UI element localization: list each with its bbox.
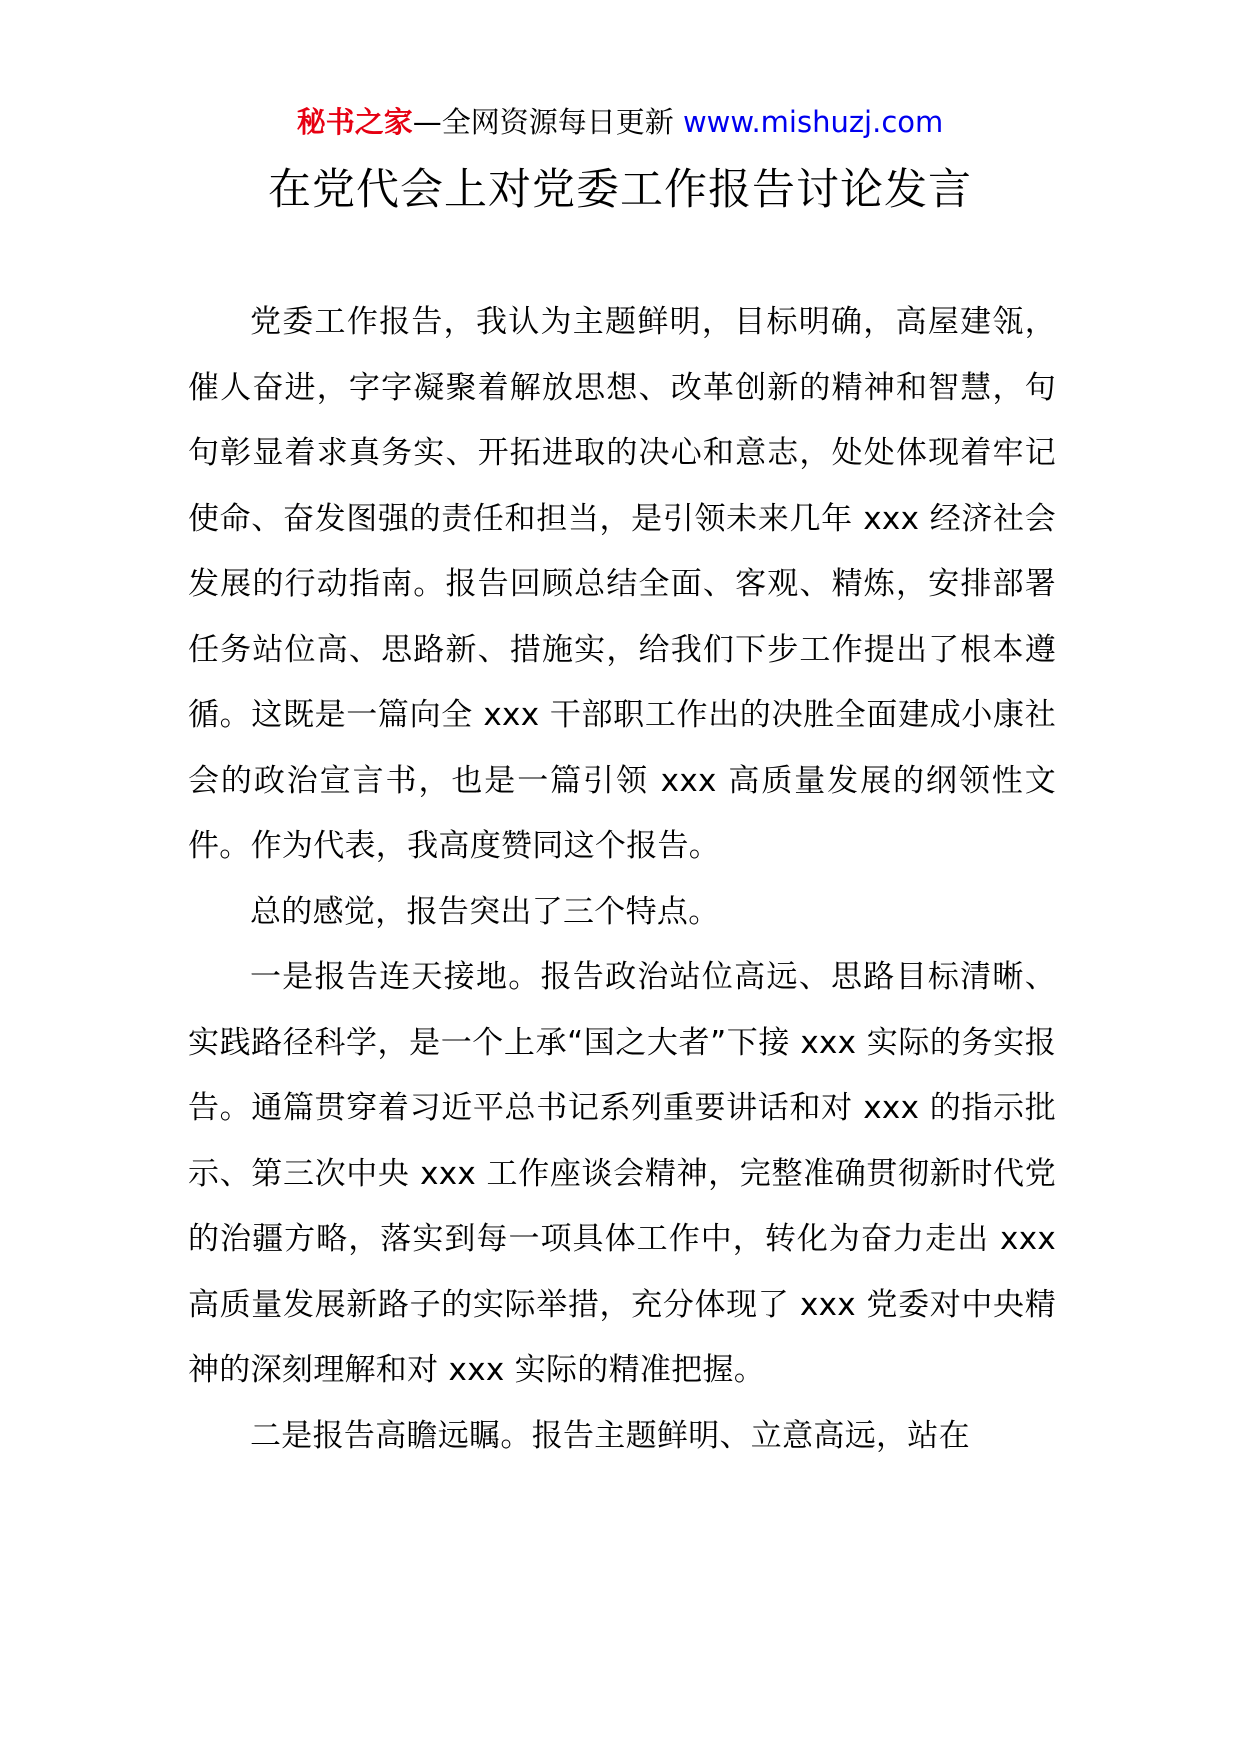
document-body — [188, 290, 1056, 1469]
paragraph-intro: 党委工作报告，我认为主题鲜明，目标明确，高屋建瓴，催人奋进，字字凝聚着解放思想、改革创新的精神和智慧，句句彰显着求真务实、开拓进取的决心和意志，处处体现着牢记使命、奋发图强的责任和担当，是引领未来几年 xxx 经济社会发展的行动指南。报告回顾总结全面、客观、精炼，安排部署任务站位高、思路新、措施实，给我们下步工作提出了根本遵循。这既是一篇向全 xxx 干部职工作出的决胜全面建成小康社会的政治宣言书，也是一篇引领 xxx 高质量发展的纲领性文件。作为代表，我高度赞同这个报告。 — [188, 304, 1056, 864]
paragraph-point-one: 一是报告连天接地。报告政治站位高远、思路目标清晰、实践路径科学，是一个上承“国之大者”下接 xxx 实际的务实报告。通篇贯穿着习近平总书记系列重要讲话和对 xxx 的指示批示、第三次中央 xxx 工作座谈会精神，完整准确贯彻新时代党的治疆方略，落实到每一项具体工作中，转化为奋力走出 xxx 高质量发展新路子的实际举措，充分体现了 xxx 党委对中央精神的深刻理解和对 xxx 实际的精准把握。 — [188, 959, 1056, 1388]
paragraph-point-two: 二是报告高瞻远瞩。报告主题鲜明、立意高远，站在 — [250, 1417, 970, 1454]
site-url-link[interactable]: www.mishuzj.com — [682, 105, 944, 139]
paragraph-summary: 总的感觉，报告突出了三个特点。 — [250, 893, 720, 930]
site-brand: 秘书之家 — [296, 105, 413, 139]
site-tagline: —全网资源每日更新 — [412, 105, 674, 139]
document-title: 在党代会上对党委工作报告讨论发言 — [268, 165, 972, 215]
site-header — [0, 102, 1240, 142]
